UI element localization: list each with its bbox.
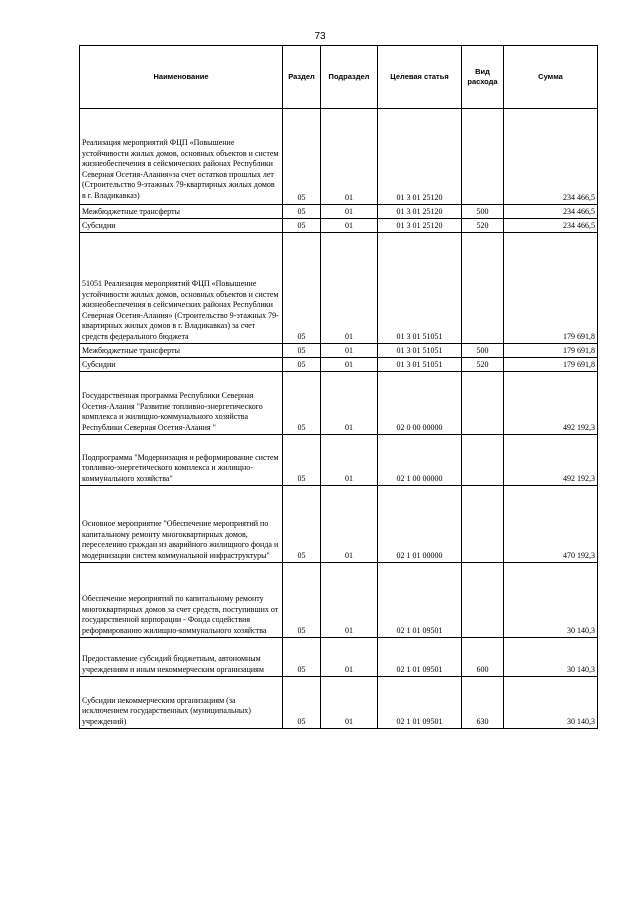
page-number: 73 xyxy=(314,31,326,42)
cell-name: Субсидии xyxy=(80,358,283,372)
header-name: Наименование xyxy=(80,46,283,109)
cell-sum: 234 466,5 xyxy=(504,205,598,219)
cell-name: Обеспечение мероприятий по капитальному ремонту многоквартирных домов за счет средств, поступивших от государственной корпорации - Фонда содействия реформированию жилищно-коммунального хозяйства xyxy=(80,563,283,638)
cell-razdel: 05 xyxy=(283,358,321,372)
cell-name: Субсидии xyxy=(80,219,283,233)
cell-podrazdel: 01 xyxy=(321,205,378,219)
cell-razdel: 05 xyxy=(283,486,321,563)
cell-podrazdel: 01 xyxy=(321,344,378,358)
cell-target: 01 3 01 25120 xyxy=(378,205,462,219)
table-row xyxy=(80,109,598,205)
cell-razdel: 05 xyxy=(283,233,321,344)
cell-target: 02 1 01 09501 xyxy=(378,638,462,677)
cell-podrazdel: 01 xyxy=(321,233,378,344)
cell-target: 01 3 01 51051 xyxy=(378,344,462,358)
header-podrazdel: Подраздел xyxy=(321,46,378,109)
table-row xyxy=(80,372,598,435)
cell-sum: 30 140,3 xyxy=(504,677,598,729)
cell-podrazdel: 01 xyxy=(321,486,378,563)
table-row xyxy=(80,233,598,344)
table-row xyxy=(80,344,598,358)
header-vid: Вид расхода xyxy=(462,46,504,109)
cell-razdel: 05 xyxy=(283,372,321,435)
cell-target: 02 1 01 09501 xyxy=(378,677,462,729)
cell-podrazdel: 01 xyxy=(321,109,378,205)
cell-target: 01 3 01 51051 xyxy=(378,233,462,344)
cell-razdel: 05 xyxy=(283,563,321,638)
cell-razdel: 05 xyxy=(283,435,321,486)
header-razdel: Раздел xyxy=(283,46,321,109)
cell-sum: 179 691,8 xyxy=(504,233,598,344)
cell-vid xyxy=(462,563,504,638)
cell-sum: 179 691,8 xyxy=(504,358,598,372)
cell-vid xyxy=(462,233,504,344)
cell-podrazdel: 01 xyxy=(321,435,378,486)
cell-podrazdel: 01 xyxy=(321,677,378,729)
cell-vid: 630 xyxy=(462,677,504,729)
header-target: Целевая статья xyxy=(378,46,462,109)
cell-name: Подпрограмма "Модернизация и реформирование систем топливно-энергетического комплекса и жилищно-коммунального хозяйства" xyxy=(80,435,283,486)
table-row xyxy=(80,677,598,729)
cell-sum: 179 691,8 xyxy=(504,344,598,358)
table-header-row xyxy=(80,46,598,109)
cell-target: 02 1 01 09501 xyxy=(378,563,462,638)
cell-name: Государственная программа Республики Северная Осетия-Алания "Развитие топливно-энергетического комплекса и жилищно-коммунального хозяйства Республики Северная Осетия-Алания " xyxy=(80,372,283,435)
cell-razdel: 05 xyxy=(283,205,321,219)
cell-target: 02 1 01 00000 xyxy=(378,486,462,563)
cell-razdel: 05 xyxy=(283,109,321,205)
cell-razdel: 05 xyxy=(283,638,321,677)
cell-vid xyxy=(462,486,504,563)
table-row xyxy=(80,205,598,219)
cell-vid xyxy=(462,435,504,486)
table-row xyxy=(80,435,598,486)
cell-razdel: 05 xyxy=(283,219,321,233)
cell-sum: 492 192,3 xyxy=(504,372,598,435)
cell-target: 02 0 00 00000 xyxy=(378,372,462,435)
cell-sum: 234 466,5 xyxy=(504,219,598,233)
cell-podrazdel: 01 xyxy=(321,372,378,435)
cell-target: 01 3 01 51051 xyxy=(378,358,462,372)
cell-name: Межбюджетные трансферты xyxy=(80,205,283,219)
table-row xyxy=(80,219,598,233)
cell-vid: 600 xyxy=(462,638,504,677)
cell-target: 01 3 01 25120 xyxy=(378,219,462,233)
cell-podrazdel: 01 xyxy=(321,358,378,372)
cell-name: 51051 Реализация мероприятий ФЦП «Повышение устойчивости жилых домов, основных объектов и систем жизнеобеспечения в сейсмических районах Республики Северная Осетия-Алания» (Строительство 9-этажных 79-квартирных жилых домов в г. Владикавказ) за счет средств федерального бюджета xyxy=(80,233,283,344)
cell-podrazdel: 01 xyxy=(321,563,378,638)
cell-razdel: 05 xyxy=(283,677,321,729)
cell-name: Реализация мероприятий ФЦП «Повышение устойчивости жилых домов, основных объектов и систем жизнеобеспечения в сейсмических районах Республики Северная Осетия-Алания»за счет остатков прошлых лет (Строительство 9-этажных 79-квартирных жилых домов в г. Владикавказ) xyxy=(80,109,283,205)
cell-sum: 492 192,3 xyxy=(504,435,598,486)
cell-sum: 30 140,3 xyxy=(504,638,598,677)
cell-sum: 234 466,5 xyxy=(504,109,598,205)
cell-vid xyxy=(462,372,504,435)
cell-name: Субсидии некоммерческим организациям (за исключением государственных (муниципальных) учреждений) xyxy=(80,677,283,729)
cell-vid xyxy=(462,109,504,205)
table-row xyxy=(80,638,598,677)
budget-table xyxy=(79,45,598,729)
cell-vid: 500 xyxy=(462,344,504,358)
cell-vid: 500 xyxy=(462,205,504,219)
cell-sum: 30 140,3 xyxy=(504,563,598,638)
cell-name: Межбюджетные трансферты xyxy=(80,344,283,358)
table-row xyxy=(80,486,598,563)
cell-name: Предоставление субсидий бюджетным, автономным учреждениям и иным некоммерческим организациям xyxy=(80,638,283,677)
cell-podrazdel: 01 xyxy=(321,219,378,233)
table-row xyxy=(80,563,598,638)
cell-razdel: 05 xyxy=(283,344,321,358)
cell-vid: 520 xyxy=(462,219,504,233)
cell-vid: 520 xyxy=(462,358,504,372)
cell-podrazdel: 01 xyxy=(321,638,378,677)
cell-name: Основное мероприятие "Обеспечение мероприятий по капитальному ремонту многоквартирных домов, переселению граждан из аварийного жилищного фонда и модернизации систем коммунальной инфраструктуры" xyxy=(80,486,283,563)
cell-target: 01 3 01 25120 xyxy=(378,109,462,205)
header-sum: Сумма xyxy=(504,46,598,109)
table-row xyxy=(80,358,598,372)
cell-sum: 470 192,3 xyxy=(504,486,598,563)
cell-target: 02 1 00 00000 xyxy=(378,435,462,486)
